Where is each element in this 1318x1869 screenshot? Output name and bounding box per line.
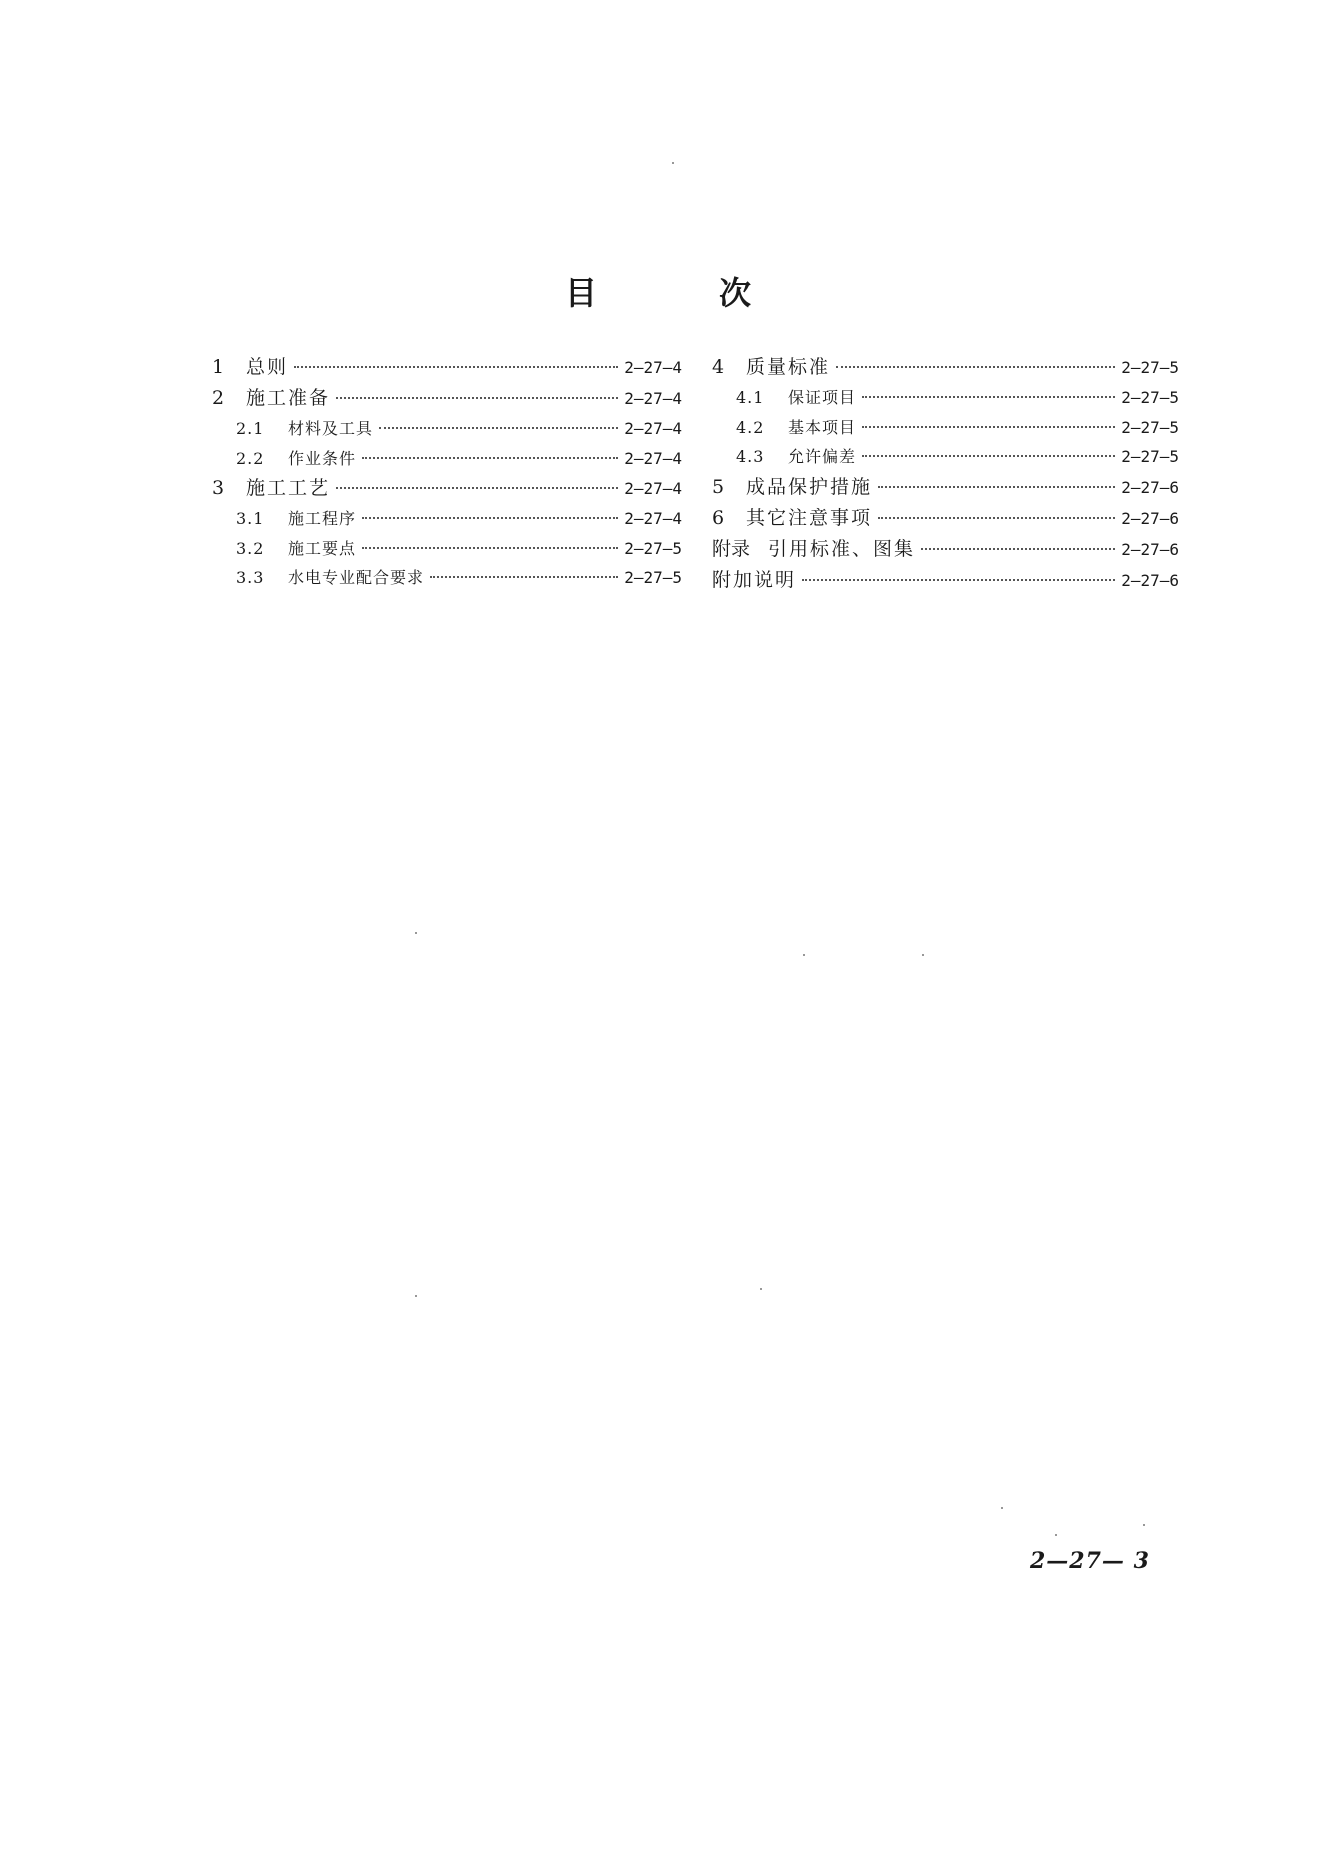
toc-entry-page: 2—27—6 — [1121, 539, 1179, 559]
dot-leader — [336, 487, 618, 489]
footer-page-number: 2—27— 3 — [1030, 1548, 1150, 1574]
toc-entry-page: 2—27—6 — [1121, 570, 1179, 590]
toc-entry-number: 2 — [212, 387, 225, 409]
dot-leader — [921, 548, 1115, 550]
toc-entry-6[interactable] — [712, 506, 1179, 537]
dot-leader — [430, 576, 618, 578]
toc-entry-page: 2—27—4 — [624, 358, 682, 377]
dot-leader — [362, 517, 618, 519]
toc-entry-label: 其它注意事项 — [746, 506, 873, 529]
dot-leader — [362, 457, 618, 459]
scan-speck — [922, 954, 924, 956]
toc-entry-number: 4.1 — [736, 388, 765, 407]
toc-entry-number: 2.2 — [236, 448, 265, 468]
toc-left-column — [212, 355, 682, 596]
toc-entry-label: 保证项目 — [788, 388, 857, 407]
toc-entry-page: 2—27—6 — [1121, 477, 1179, 497]
dot-leader — [862, 455, 1115, 457]
toc-entry-label: 材料及工具 — [288, 419, 374, 438]
toc-entry-4[interactable] — [712, 355, 1179, 386]
toc-entry-label: 附加说明 — [712, 568, 797, 591]
toc-entry-number: 5 — [712, 475, 725, 498]
toc-entry-number: 6 — [712, 506, 725, 529]
scan-speck — [672, 162, 674, 164]
toc-entry-3[interactable] — [212, 476, 682, 507]
toc-entry-number: 3.1 — [236, 509, 265, 528]
dot-leader — [862, 396, 1115, 398]
toc-entry-page: 2—27—5 — [1121, 417, 1179, 437]
title-char-2: 次 — [719, 274, 754, 312]
toc-entry-5[interactable] — [712, 475, 1179, 506]
toc-entry-2[interactable] — [212, 386, 682, 417]
toc-entry-2-1[interactable] — [212, 417, 682, 447]
toc-entry-additional-notes[interactable] — [712, 568, 1179, 599]
toc-entry-page: 2—27—5 — [624, 538, 682, 558]
scan-speck — [415, 1295, 417, 1297]
dot-leader — [878, 486, 1115, 488]
toc-entry-label: 引用标准、图集 — [768, 537, 916, 560]
dot-leader — [336, 397, 618, 399]
toc-entry-page: 2—27—6 — [1121, 508, 1179, 528]
toc-entry-3-3[interactable] — [212, 566, 682, 596]
toc-entry-number: 4.3 — [736, 447, 765, 466]
scan-speck — [760, 1288, 762, 1290]
toc-entry-label: 施工工艺 — [246, 477, 331, 499]
toc-entry-label: 作业条件 — [288, 448, 357, 468]
toc-entry-label: 基本项目 — [788, 417, 857, 437]
dot-leader — [862, 426, 1115, 428]
scan-speck — [1143, 1524, 1145, 1526]
toc-entry-number: 附录 — [712, 537, 751, 560]
toc-entry-label: 施工程序 — [288, 509, 357, 528]
dot-leader — [802, 579, 1115, 581]
scan-speck — [803, 954, 805, 956]
toc-right-column — [712, 355, 1179, 599]
dot-leader — [379, 427, 618, 429]
toc-entry-page: 2—27—4 — [624, 448, 682, 468]
title-char-1: 目 — [564, 274, 599, 312]
toc-entry-label: 允许偏差 — [788, 447, 857, 466]
toc-entry-number: 4.2 — [736, 417, 765, 437]
toc-entry-label: 成品保护措施 — [746, 475, 873, 498]
toc-entry-number: 2.1 — [236, 419, 265, 438]
toc-entry-page: 2—27—4 — [624, 509, 682, 528]
toc-entry-3-1[interactable] — [212, 507, 682, 537]
toc-entry-label: 总则 — [246, 356, 289, 378]
toc-entry-3-2[interactable] — [212, 537, 682, 567]
toc-entry-page: 2—27—5 — [1121, 388, 1179, 407]
dot-leader — [878, 517, 1115, 519]
toc-entry-number: 4 — [712, 356, 725, 378]
scan-speck — [1055, 1534, 1057, 1536]
dot-leader — [294, 366, 618, 368]
scan-speck — [415, 932, 417, 934]
toc-entry-4-1[interactable] — [712, 386, 1179, 416]
toc-entry-page: 2—27—5 — [624, 568, 682, 587]
toc-entry-2-2[interactable] — [212, 447, 682, 477]
toc-entry-page: 2—27—4 — [624, 389, 682, 408]
toc-entry-page: 2—27—5 — [1121, 447, 1179, 466]
dot-leader — [836, 366, 1115, 368]
toc-entry-number: 1 — [212, 356, 225, 378]
toc-entry-label: 施工要点 — [288, 538, 357, 558]
toc-entry-number: 3.3 — [236, 568, 265, 587]
toc-entry-page: 2—27—5 — [1121, 358, 1179, 377]
toc-entry-label: 质量标准 — [746, 356, 831, 378]
dot-leader — [362, 547, 618, 549]
toc-entry-4-3[interactable] — [712, 445, 1179, 475]
toc-entry-number: 3.2 — [236, 538, 265, 558]
toc-entry-4-2[interactable] — [712, 416, 1179, 446]
toc-entry-label: 施工准备 — [246, 387, 331, 409]
scan-speck — [1001, 1507, 1003, 1509]
page-title — [0, 268, 1318, 314]
toc-entry-1[interactable] — [212, 355, 682, 386]
toc-entry-number: 3 — [212, 477, 225, 499]
toc-entry-page: 2—27—4 — [624, 479, 682, 498]
toc-entry-page: 2—27—4 — [624, 419, 682, 438]
toc-entry-appendix[interactable] — [712, 537, 1179, 568]
toc-entry-label: 水电专业配合要求 — [288, 568, 425, 587]
